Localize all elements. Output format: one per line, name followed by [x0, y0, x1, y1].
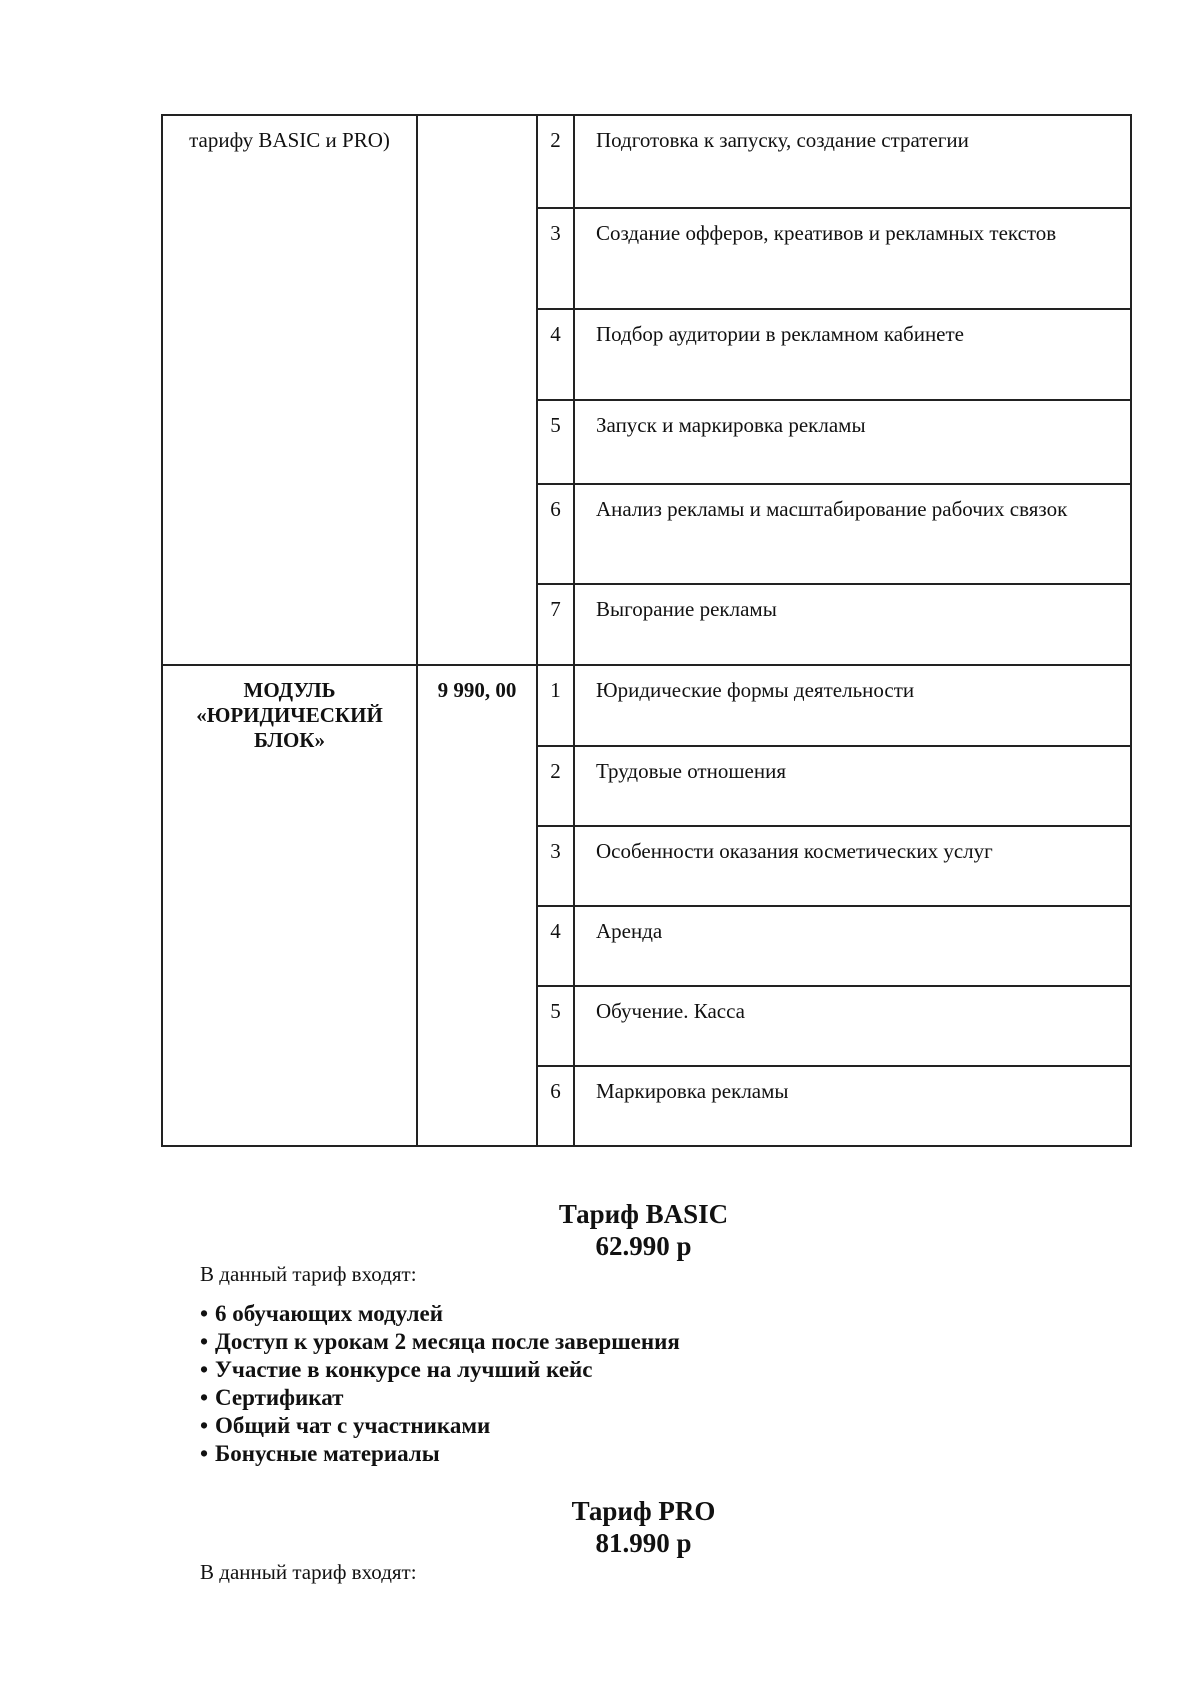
feature-text: Участие в конкурсе на лучший кейс	[215, 1357, 593, 1382]
lesson-number: 3	[537, 826, 574, 906]
lesson-topic: Маркировка рекламы	[574, 1066, 1131, 1146]
lesson-number: 4	[537, 309, 574, 400]
list-item	[200, 1440, 680, 1468]
lesson-topic: Подбор аудитории в рекламном кабинете	[574, 309, 1131, 400]
lesson-number: 4	[537, 906, 574, 986]
module-name-cell: тарифу BASIC и PRO)	[162, 115, 417, 665]
lesson-number: 7	[537, 584, 574, 665]
feature-text: Бонусные материалы	[215, 1441, 440, 1466]
lesson-topic: Подготовка к запуску, создание стратегии	[574, 115, 1131, 208]
pro-intro-text: В данный тариф входят:	[200, 1560, 417, 1584]
lesson-number: 3	[537, 208, 574, 309]
feature-text: Общий чат с участниками	[215, 1413, 491, 1438]
lesson-topic: Трудовые отношения	[574, 746, 1131, 826]
lesson-topic: Юридические формы деятельности	[574, 665, 1131, 746]
lesson-number: 2	[537, 115, 574, 208]
lesson-topic: Запуск и маркировка рекламы	[574, 400, 1131, 484]
pro-tariff-title: Тариф PRO	[571, 1496, 716, 1526]
basic-tariff-price: 62.990 р	[595, 1231, 692, 1261]
bullet-icon: •	[200, 1441, 209, 1466]
lesson-topic: Анализ рекламы и масштабирование рабочих связок	[574, 484, 1131, 584]
lesson-topic: Аренда	[574, 906, 1131, 986]
lesson-number: 6	[537, 1066, 574, 1146]
bullet-icon: •	[200, 1301, 209, 1326]
feature-text: 6 обучающих модулей	[215, 1301, 443, 1326]
bullet-icon: •	[200, 1357, 209, 1382]
bullet-icon: •	[200, 1413, 209, 1438]
module-name-cell: МОДУЛЬ «ЮРИДИЧЕСКИЙ БЛОК»	[162, 665, 417, 1146]
lesson-topic: Обучение. Касса	[574, 986, 1131, 1066]
lesson-topic: Особенности оказания косметических услуг	[574, 826, 1131, 906]
table-row	[162, 665, 1131, 746]
pro-tariff-price: 81.990 р	[595, 1528, 692, 1558]
course-modules-table	[161, 114, 1132, 1147]
list-item	[200, 1328, 680, 1356]
lesson-number: 6	[537, 484, 574, 584]
basic-intro-text: В данный тариф входят:	[200, 1262, 417, 1286]
bullet-icon: •	[200, 1329, 209, 1354]
table-row	[162, 115, 1131, 208]
basic-tariff-title: Тариф BASIC	[558, 1199, 729, 1229]
module-price-cell	[417, 115, 537, 665]
list-item	[200, 1384, 680, 1412]
lesson-topic: Выгорание рекламы	[574, 584, 1131, 665]
lesson-number: 1	[537, 665, 574, 746]
feature-text: Сертификат	[215, 1385, 344, 1410]
lesson-number: 2	[537, 746, 574, 826]
lesson-topic: Создание офферов, креативов и рекламных текстов	[574, 208, 1131, 309]
bullet-icon: •	[200, 1385, 209, 1410]
list-item	[200, 1356, 680, 1384]
lesson-number: 5	[537, 986, 574, 1066]
basic-features-list	[200, 1300, 680, 1468]
lesson-number: 5	[537, 400, 574, 484]
feature-text: Доступ к урокам 2 месяца после завершения	[215, 1329, 680, 1354]
list-item	[200, 1412, 680, 1440]
list-item	[200, 1300, 680, 1328]
module-price-cell: 9 990, 00	[417, 665, 537, 1146]
